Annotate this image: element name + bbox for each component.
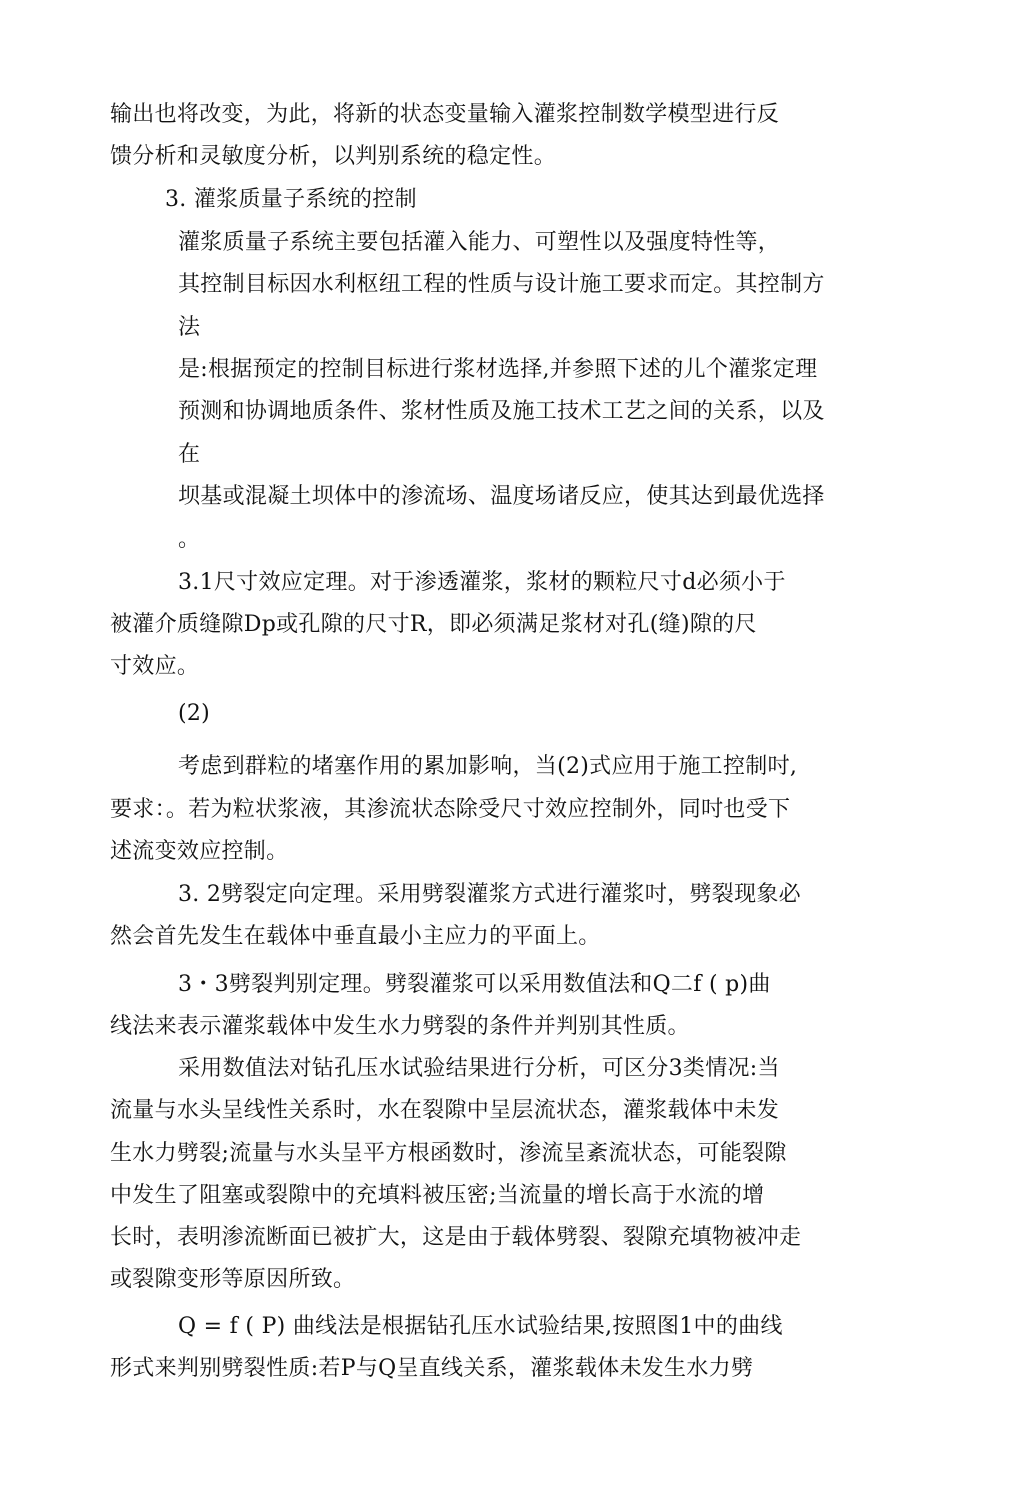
text-line: 述流变效应控制。 [110,839,289,864]
text-line: 灌浆质量子系统主要包括灌入能力、可塑性以及强度特性等， [178,230,781,255]
text-line: 法 [178,315,201,340]
text-line: 预测和协调地质条件、浆材性质及施工技术工艺之间的关系，以及 [178,399,825,424]
text-line: 或裂隙变形等原因所致。 [110,1267,356,1292]
text-line: 然会首先发生在载体中垂直最小主应力的平面上。 [110,924,601,949]
text-line: 生水力劈裂;流量与水头呈平方根函数时，渗流呈紊流状态，可能裂隙 [110,1141,787,1166]
text-line: 流量与水头呈线性关系时，水在裂隙中呈层流状态，灌浆载体中未发 [110,1098,780,1123]
text-line: 被灌介质缝隙Dp或孔隙的尺寸R，即必须满足浆材对孔(缝)隙的尺 [110,612,757,637]
text-line: 。 [178,527,201,552]
text-line: 3・3劈裂判别定理。劈裂灌浆可以采用数值法和Q二f ( p)曲 [178,972,771,997]
text-line: 3.1尺寸效应定理。对于渗透灌浆，浆材的颗粒尺寸d必须小于 [178,570,786,595]
text-line: 线法来表示灌浆载体中发生水力劈裂的条件并判别其性质。 [110,1014,690,1039]
text-line: 是:根据预定的控制目标进行浆材选择,并参照下述的儿个灌浆定理 [178,357,818,382]
text-line: 3. 2劈裂定向定理。采用劈裂灌浆方式进行灌浆吋，劈裂现象必 [178,882,801,907]
text-line: 坝基或混凝土坝体中的渗流场、温度场诸反应，使其达到最优选择 [178,484,825,509]
text-line: 在 [178,442,201,467]
text-line: Q = f ( P) 曲线法是根据钻孔压水试验结果,按照图1中的曲线 [178,1314,783,1339]
text-line: 形式来判别劈裂性质:若P与Q呈直线关系，灌浆载体未发生水力劈 [110,1356,754,1381]
text-line: 馈分析和灵敏度分析，以判别系统的稳定性。 [110,144,557,169]
section-heading: 3. 灌浆质量子系统的控制 [165,187,417,212]
text-line: 要求：。若为粒状浆液，其渗流状态除受尺寸效应控制外，同吋也受下 [110,797,791,822]
text-line: 采用数值法对钻孔压水试验结果进行分析，可区分3类情况:当 [178,1056,780,1081]
text-line: 考虑到群粒的堵塞作用的累加影响，当(2)式应用于施工控制吋, [178,754,798,779]
text-line: 其控制目标因水利枢纽工程的性质与设计施工要求而定。其控制方 [178,272,825,297]
text-line: 中发生了阻塞或裂隙中的充填料被压密;当流量的增长高于水流的增 [110,1183,765,1208]
text-line: 寸效应。 [110,654,200,679]
text-line: 输出也将改变，为此，将新的状态变量输入灌浆控制数学模型进行反 [110,102,780,127]
equation-number: (2) [178,701,211,726]
text-line: 长时，表明渗流断面已被扩大，这是由于载体劈裂、裂隙充填物被冲走 [110,1225,802,1250]
